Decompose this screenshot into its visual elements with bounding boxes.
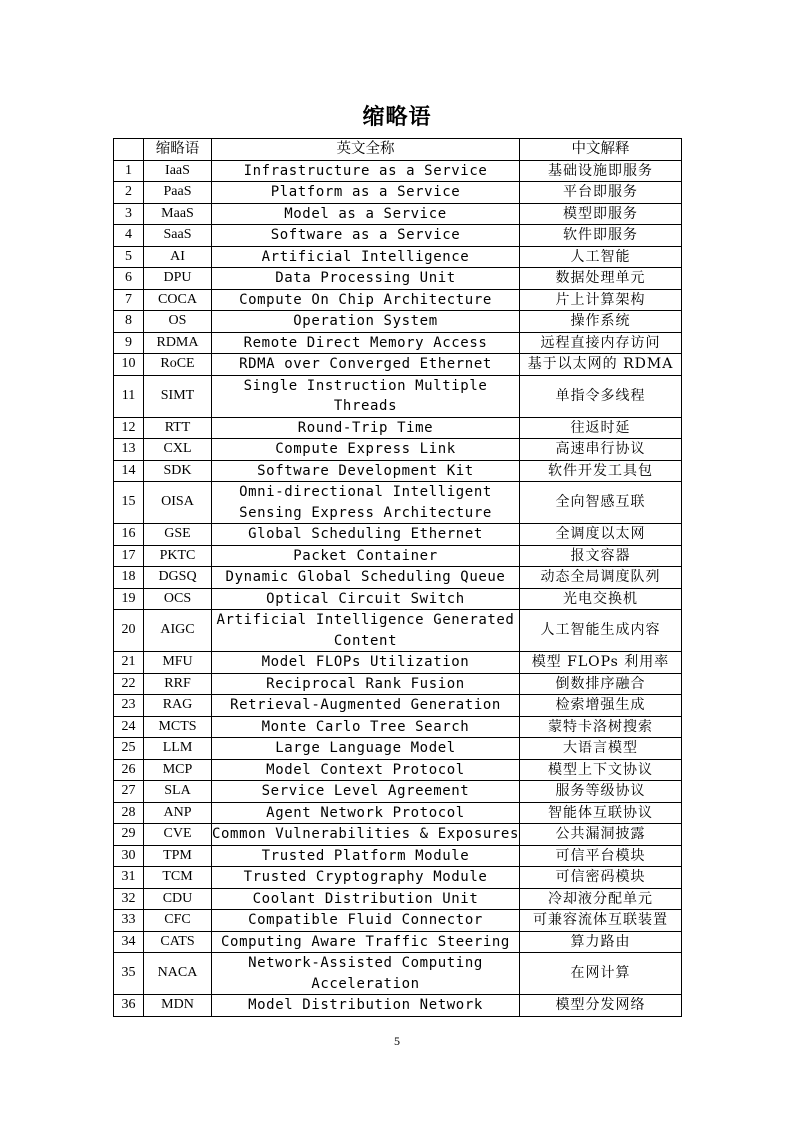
row-abbreviation: CFC [144,910,212,932]
row-chinese-name: 算力路由 [520,931,682,953]
row-abbreviation: TPM [144,845,212,867]
row-chinese-name: 高速串行协议 [520,439,682,461]
row-index: 14 [114,460,144,482]
table-row [114,759,682,781]
row-chinese-name: 公共漏洞披露 [520,824,682,846]
table-row [114,802,682,824]
row-index: 23 [114,695,144,717]
row-index: 6 [114,268,144,290]
table-row [114,311,682,333]
row-english-name: Model as a Service [212,203,520,225]
row-english-name: Network-Assisted Computing Acceleration [212,953,520,995]
row-english-name: Computing Aware Traffic Steering [212,931,520,953]
row-index: 36 [114,995,144,1017]
row-chinese-name: 往返时延 [520,417,682,439]
row-english-name: Compute Express Link [212,439,520,461]
table-row [114,695,682,717]
row-chinese-name: 倒数排序融合 [520,673,682,695]
row-abbreviation: LLM [144,738,212,760]
row-chinese-name: 模型上下文协议 [520,759,682,781]
row-english-name: Reciprocal Rank Fusion [212,673,520,695]
row-english-name: Data Processing Unit [212,268,520,290]
row-abbreviation: IaaS [144,160,212,182]
table-row [114,738,682,760]
row-chinese-name: 单指令多线程 [520,375,682,417]
row-english-name: Trusted Platform Module [212,845,520,867]
row-english-name: Coolant Distribution Unit [212,888,520,910]
row-index: 10 [114,354,144,376]
row-english-name: RDMA over Converged Ethernet [212,354,520,376]
row-index: 11 [114,375,144,417]
row-index: 32 [114,888,144,910]
row-abbreviation: OISA [144,482,212,524]
row-english-name: Model FLOPs Utilization [212,652,520,674]
row-abbreviation: MCP [144,759,212,781]
row-chinese-name: 光电交换机 [520,588,682,610]
row-chinese-name: 模型 FLOPs 利用率 [520,652,682,674]
row-index: 8 [114,311,144,333]
row-english-name: Service Level Agreement [212,781,520,803]
row-abbreviation: GSE [144,524,212,546]
row-index: 17 [114,545,144,567]
row-index: 33 [114,910,144,932]
table-row [114,182,682,204]
row-chinese-name: 可信平台模块 [520,845,682,867]
row-index: 15 [114,482,144,524]
row-abbreviation: MaaS [144,203,212,225]
row-english-name: Model Distribution Network [212,995,520,1017]
row-index: 25 [114,738,144,760]
row-chinese-name: 软件即服务 [520,225,682,247]
row-english-name: Model Context Protocol [212,759,520,781]
table-row [114,545,682,567]
row-index: 12 [114,417,144,439]
row-index: 28 [114,802,144,824]
row-english-name: Retrieval-Augmented Generation [212,695,520,717]
table-row [114,953,682,995]
row-english-name: Software as a Service [212,225,520,247]
row-abbreviation: DGSQ [144,567,212,589]
row-abbreviation: CVE [144,824,212,846]
row-index: 7 [114,289,144,311]
row-chinese-name: 服务等级协议 [520,781,682,803]
table-row [114,203,682,225]
row-chinese-name: 大语言模型 [520,738,682,760]
row-abbreviation: SDK [144,460,212,482]
row-abbreviation: NACA [144,953,212,995]
row-abbreviation: PaaS [144,182,212,204]
row-english-name: Dynamic Global Scheduling Queue [212,567,520,589]
row-abbreviation: SLA [144,781,212,803]
row-english-name: Omni-directional Intelligent Sensing Express Architecture [212,482,520,524]
row-abbreviation: MFU [144,652,212,674]
row-english-name: Large Language Model [212,738,520,760]
row-index: 26 [114,759,144,781]
row-abbreviation: TCM [144,867,212,889]
row-english-name: Global Scheduling Ethernet [212,524,520,546]
table-row [114,160,682,182]
header-abbreviation: 缩略语 [144,139,212,161]
row-abbreviation: SIMT [144,375,212,417]
page-number: 5 [394,1034,400,1048]
row-abbreviation: ANP [144,802,212,824]
row-chinese-name: 动态全局调度队列 [520,567,682,589]
row-english-name: Common Vulnerabilities & Exposures [212,824,520,846]
row-index: 1 [114,160,144,182]
row-abbreviation: RAG [144,695,212,717]
row-index: 31 [114,867,144,889]
table-row [114,910,682,932]
page-title: 缩略语 [362,104,432,130]
row-chinese-name: 操作系统 [520,311,682,333]
table-row [114,888,682,910]
row-english-name: Monte Carlo Tree Search [212,716,520,738]
row-index: 30 [114,845,144,867]
row-abbreviation: AIGC [144,610,212,652]
table-row [114,716,682,738]
row-abbreviation: RoCE [144,354,212,376]
row-index: 24 [114,716,144,738]
table-row [114,610,682,652]
row-index: 9 [114,332,144,354]
row-english-name: Trusted Cryptography Module [212,867,520,889]
abbreviation-table [113,138,682,1017]
row-chinese-name: 报文容器 [520,545,682,567]
row-index: 4 [114,225,144,247]
row-english-name: Round-Trip Time [212,417,520,439]
header-english-name: 英文全称 [212,139,520,161]
table-row [114,268,682,290]
row-english-name: Optical Circuit Switch [212,588,520,610]
row-abbreviation: AI [144,246,212,268]
table-row [114,417,682,439]
row-chinese-name: 可兼容流体互联装置 [520,910,682,932]
row-english-name: Packet Container [212,545,520,567]
table-row [114,225,682,247]
row-index: 13 [114,439,144,461]
table-row [114,460,682,482]
row-index: 3 [114,203,144,225]
row-chinese-name: 全调度以太网 [520,524,682,546]
row-abbreviation: OS [144,311,212,333]
table-row [114,652,682,674]
header-chinese-name: 中文解释 [520,139,682,161]
row-english-name: Single Instruction Multiple Threads [212,375,520,417]
row-chinese-name: 基础设施即服务 [520,160,682,182]
row-abbreviation: MDN [144,995,212,1017]
table-row [114,845,682,867]
row-chinese-name: 软件开发工具包 [520,460,682,482]
row-abbreviation: CDU [144,888,212,910]
table-row [114,588,682,610]
row-english-name: Software Development Kit [212,460,520,482]
table-row [114,781,682,803]
row-english-name: Infrastructure as a Service [212,160,520,182]
row-index: 22 [114,673,144,695]
row-english-name: Compute On Chip Architecture [212,289,520,311]
row-chinese-name: 人工智能生成内容 [520,610,682,652]
table-row [114,567,682,589]
row-index: 18 [114,567,144,589]
row-english-name: Compatible Fluid Connector [212,910,520,932]
row-abbreviation: COCA [144,289,212,311]
row-abbreviation: RTT [144,417,212,439]
table-row [114,246,682,268]
row-index: 19 [114,588,144,610]
row-chinese-name: 平台即服务 [520,182,682,204]
table-row [114,375,682,417]
row-english-name: Agent Network Protocol [212,802,520,824]
row-abbreviation: PKTC [144,545,212,567]
table-row [114,867,682,889]
row-chinese-name: 冷却液分配单元 [520,888,682,910]
row-english-name: Platform as a Service [212,182,520,204]
table-row [114,824,682,846]
row-abbreviation: SaaS [144,225,212,247]
row-abbreviation: RRF [144,673,212,695]
row-index: 2 [114,182,144,204]
row-abbreviation: CXL [144,439,212,461]
row-abbreviation: OCS [144,588,212,610]
row-chinese-name: 模型即服务 [520,203,682,225]
row-index: 21 [114,652,144,674]
row-chinese-name: 远程直接内存访问 [520,332,682,354]
row-english-name: Artificial Intelligence [212,246,520,268]
row-chinese-name: 基于以太网的 RDMA [520,354,682,376]
row-chinese-name: 模型分发网络 [520,995,682,1017]
row-abbreviation: DPU [144,268,212,290]
table-row [114,673,682,695]
table-row [114,439,682,461]
row-chinese-name: 人工智能 [520,246,682,268]
row-chinese-name: 检索增强生成 [520,695,682,717]
row-index: 27 [114,781,144,803]
table-row [114,354,682,376]
row-chinese-name: 蒙特卡洛树搜索 [520,716,682,738]
row-abbreviation: RDMA [144,332,212,354]
row-abbreviation: MCTS [144,716,212,738]
table-row [114,524,682,546]
row-index: 29 [114,824,144,846]
row-index: 34 [114,931,144,953]
row-chinese-name: 在网计算 [520,953,682,995]
row-chinese-name: 全向智感互联 [520,482,682,524]
row-chinese-name: 数据处理单元 [520,268,682,290]
table-row [114,482,682,524]
table-header-row [114,139,682,161]
table-row [114,931,682,953]
row-english-name: Remote Direct Memory Access [212,332,520,354]
row-abbreviation: CATS [144,931,212,953]
row-index: 20 [114,610,144,652]
table-row [114,332,682,354]
table-row [114,289,682,311]
table-row [114,995,682,1017]
row-index: 35 [114,953,144,995]
row-chinese-name: 智能体互联协议 [520,802,682,824]
row-chinese-name: 片上计算架构 [520,289,682,311]
row-english-name: Operation System [212,311,520,333]
row-index: 16 [114,524,144,546]
header-index [114,139,144,161]
row-index: 5 [114,246,144,268]
row-english-name: Artificial Intelligence Generated Content [212,610,520,652]
row-chinese-name: 可信密码模块 [520,867,682,889]
